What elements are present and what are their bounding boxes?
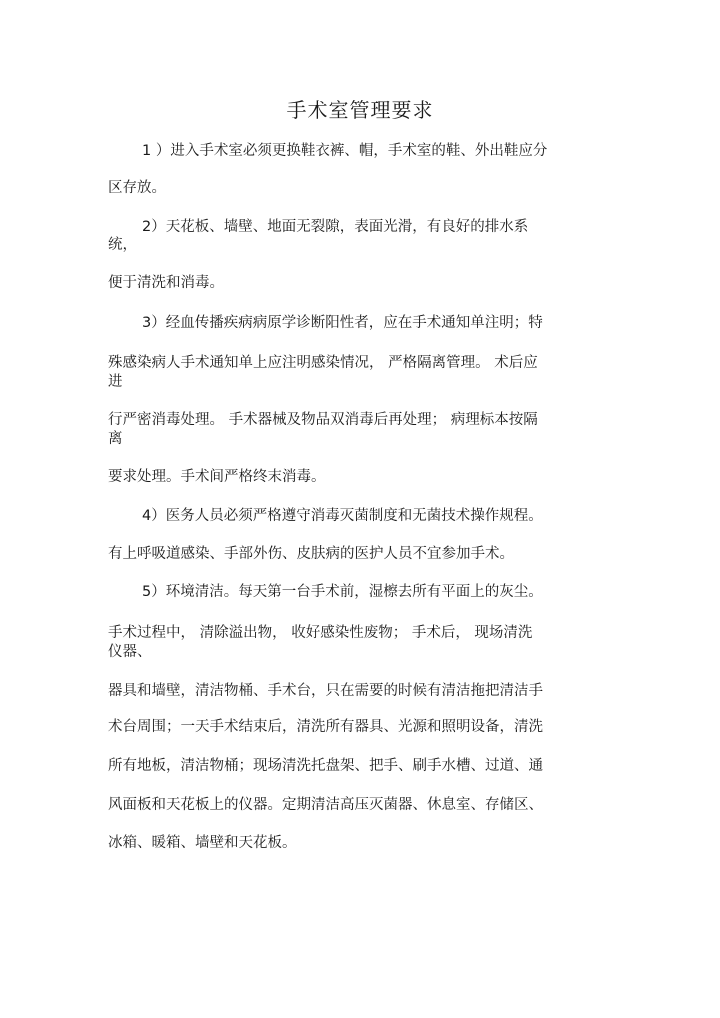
text-line: 进 [108,374,123,390]
text-line: 仪器、 [108,644,152,660]
text-line: 风面板和天花板上的仪器。定期清洁高压灭菌器、休息室、存储区、 [108,797,543,813]
text-line: 1 ）进入手术室必须更换鞋衣裤、帽，手术室的鞋、外出鞋应分 [142,143,548,159]
text-line: 区存放。 [108,180,166,196]
text-line: 有上呼吸道感染、手部外伤、皮肤病的医护人员不宜参加手术。 [108,546,514,562]
text-line: 统， [108,237,137,253]
text-line: 4）医务人员必须严格遵守消毒灭菌制度和无菌技术操作规程。 [142,508,543,524]
page-title: 手术室管理要求 [286,98,434,122]
text-line: 离 [108,431,123,447]
text-line: 行严密消毒处理。 手术器械及物品双消毒后再处理； 病理标本按隔 [108,412,538,428]
text-line: 殊感染病人手术通知单上应注明感染情况， 严格隔离管理。 术后应 [108,355,538,371]
text-line: 器具和墙壁，清洁物桶、手术台，只在需要的时候有清洁拖把清洁手 [108,683,543,699]
text-line: 3）经血传播疾病病原学诊断阳性者，应在手术通知单注明；特 [142,315,543,331]
text-line: 要求处理。手术间严格终末消毒。 [108,469,326,485]
text-line: 5）环境清洁。每天第一台手术前，湿檫去所有平面上的灰尘。 [142,584,543,600]
text-line: 术台周围；一天手术结束后，清洗所有器具、光源和照明设备，清洗 [108,719,543,735]
text-line: 便于清洗和消毒。 [108,275,224,291]
text-line: 所有地板，清洁物桶；现场清洗托盘架、把手、刷手水槽、过道、通 [108,758,543,774]
text-line: 冰箱、暖箱、墙壁和天花板。 [108,835,297,851]
text-line: 手术过程中， 清除溢出物， 收好感染性废物； 手术后， 现场清洗 [108,625,533,641]
text-line: 2）天花板、墙壁、地面无裂隙，表面光滑，有良好的排水系 [142,219,529,235]
